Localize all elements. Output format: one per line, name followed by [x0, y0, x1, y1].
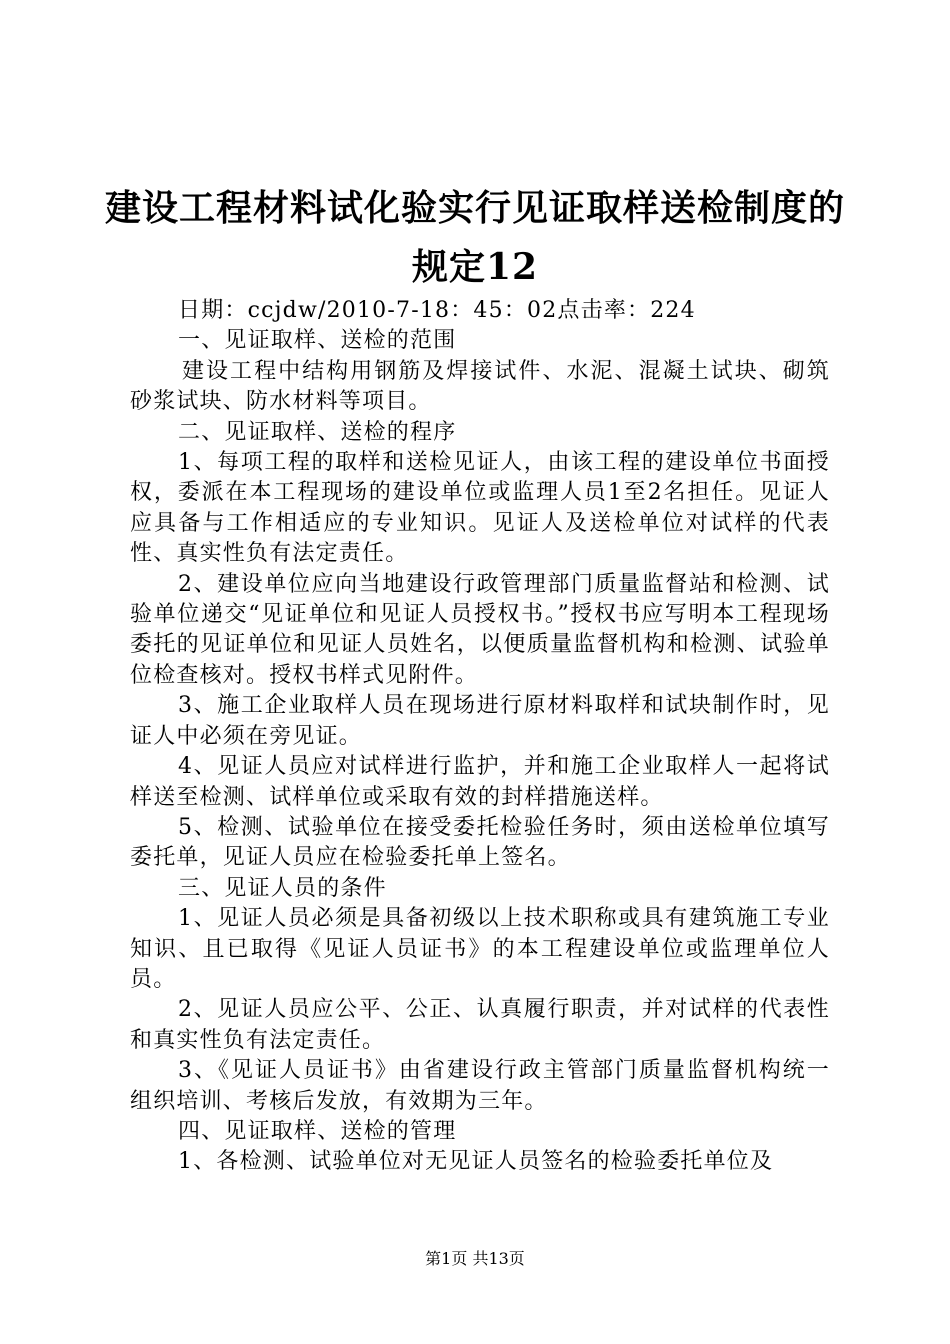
section-heading-1: 一、见证取样、送检的范围 [178, 328, 457, 354]
paragraph: 1、各检测、试验单位对无见证人员签名的检验委托单位及 [178, 1149, 774, 1175]
paragraph: 2、建设单位应向当地建设行政管理部门质量监督站和检测、试验单位递交“见证单位和见证人员授权书。”授权书应写明本工程现场委托的见证单位和见证人员姓名，以便质量监督机构和检测、试验单位检查核对。授权书样式见附件。 [130, 571, 830, 688]
section-heading-4: 四、见证取样、送检的管理 [178, 1118, 457, 1144]
paragraph: 3、《见证人员证书》由省建设行政主管部门质量监督机构统一组织培训、考核后发放，有效期为三年。 [130, 1058, 830, 1114]
paragraph: 2、见证人员应公平、公正、认真履行职责，并对试样的代表性和真实性负有法定责任。 [130, 997, 830, 1053]
document-body [130, 296, 830, 1178]
paragraph: 1、每项工程的取样和送检见证人，由该工程的建设单位书面授权，委派在本工程现场的建设单位或监理人员1至2名担任。见证人应具备与工作相适应的专业知识。见证人及送检单位对试样的代表性、真实性负有法定责任。 [130, 450, 830, 567]
page-footer: 第1页 共13页 [425, 1249, 525, 1268]
paragraph: 5、检测、试验单位在接受委托检验任务时，须由送检单位填写委托单，见证人员应在检验委托单上签名。 [130, 814, 830, 871]
paragraph: 3、施工企业取样人员在现场进行原材料取样和试块制作时，见证人中必须在旁见证。 [130, 693, 830, 749]
paragraph: 4、见证人员应对试样进行监护，并和施工企业取样人一起将试样送至检测、试样单位或采取有效的封样措施送样。 [130, 754, 830, 810]
section-heading-2: 二、见证取样、送检的程序 [178, 419, 457, 445]
paragraph: 建设工程中结构用钢筋及焊接试件、水泥、混凝土试块、砌筑砂浆试块、防水材料等项目。 [130, 358, 830, 415]
document-title-line-1: 建设工程材料试化验实行见证取样送检制度的 [104, 187, 845, 229]
date-line: 日期：ccjdw/2010-7-18：45：02点击率：224 [178, 298, 696, 323]
document-title-line-2: 规定12 [411, 246, 539, 288]
section-heading-3: 三、见证人员的条件 [178, 875, 387, 901]
paragraph: 1、见证人员必须是具备初级以上技术职称或具有建筑施工专业知识、且已取得《见证人员证书》的本工程建设单位或监理单位人员。 [130, 906, 830, 992]
